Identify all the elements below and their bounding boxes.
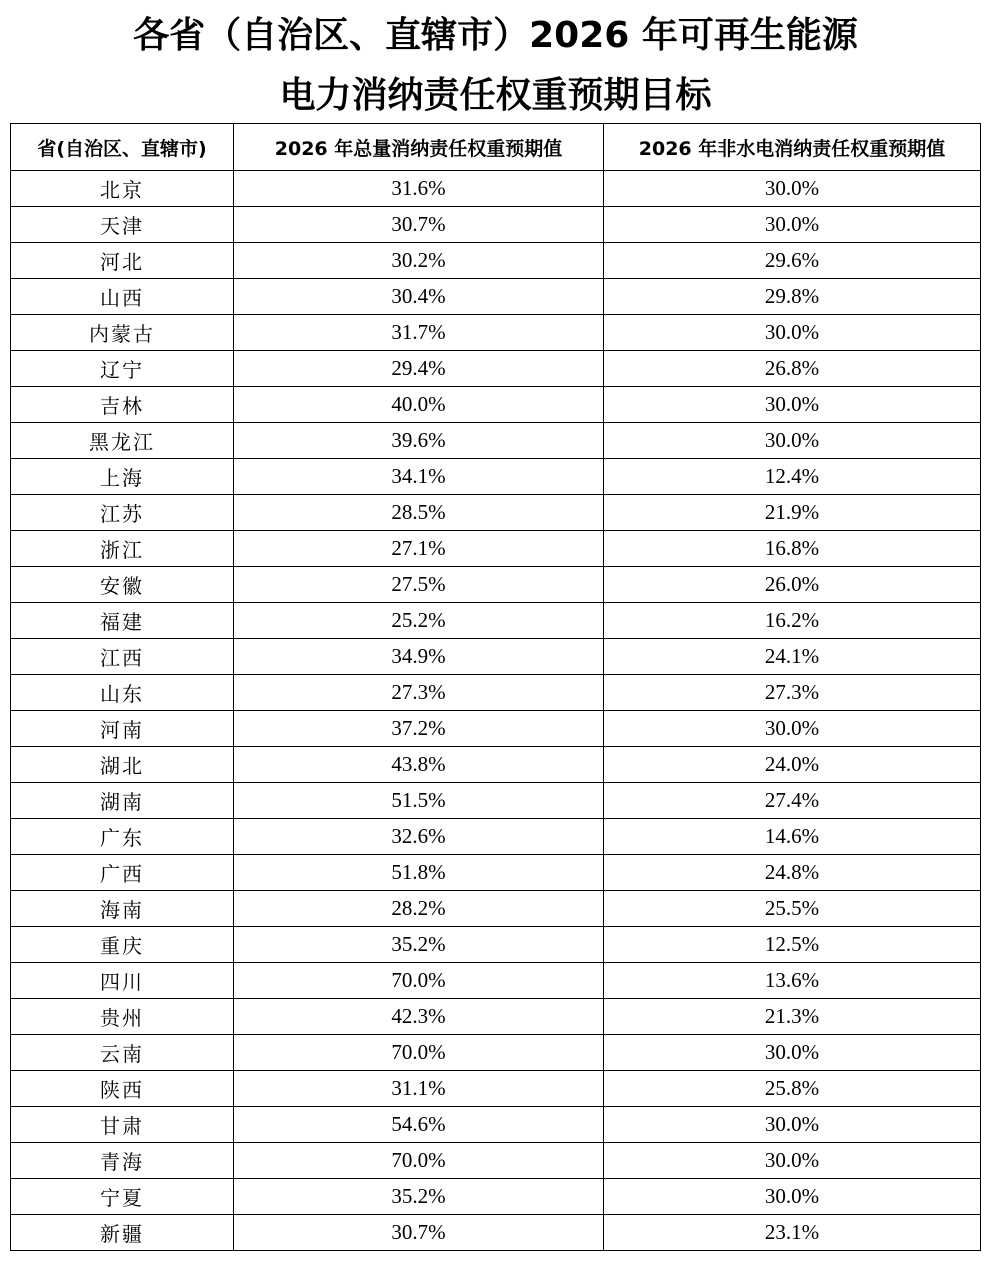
total-weight-cell: 70.0% <box>234 963 604 999</box>
nonhydro-weight-cell: 27.4% <box>604 783 981 819</box>
nonhydro-weight-cell: 25.5% <box>604 891 981 927</box>
nonhydro-weight-cell: 16.2% <box>604 603 981 639</box>
nonhydro-weight-cell: 30.0% <box>604 171 981 207</box>
nonhydro-weight-cell: 23.1% <box>604 1215 981 1251</box>
region-cell: 浙江 <box>11 531 234 567</box>
region-cell: 贵州 <box>11 999 234 1035</box>
table-row <box>11 783 981 819</box>
total-weight-cell: 31.7% <box>234 315 604 351</box>
header-nonhydro-weight: 2026 年非水电消纳责任权重预期值 <box>604 124 981 171</box>
table-row <box>11 1035 981 1071</box>
total-weight-cell: 70.0% <box>234 1035 604 1071</box>
table-row <box>11 315 981 351</box>
nonhydro-weight-cell: 30.0% <box>604 387 981 423</box>
nonhydro-weight-cell: 26.8% <box>604 351 981 387</box>
nonhydro-weight-cell: 27.3% <box>604 675 981 711</box>
header-total-weight: 2026 年总量消纳责任权重预期值 <box>234 124 604 171</box>
table-row <box>11 675 981 711</box>
total-weight-cell: 39.6% <box>234 423 604 459</box>
table-row <box>11 1071 981 1107</box>
nonhydro-weight-cell: 30.0% <box>604 1179 981 1215</box>
table-row <box>11 387 981 423</box>
table-row <box>11 279 981 315</box>
region-cell: 辽宁 <box>11 351 234 387</box>
region-cell: 江西 <box>11 639 234 675</box>
table-row <box>11 963 981 999</box>
total-weight-cell: 35.2% <box>234 1179 604 1215</box>
total-weight-cell: 43.8% <box>234 747 604 783</box>
total-weight-cell: 27.5% <box>234 567 604 603</box>
table-row <box>11 711 981 747</box>
total-weight-cell: 34.1% <box>234 459 604 495</box>
total-weight-cell: 25.2% <box>234 603 604 639</box>
region-cell: 重庆 <box>11 927 234 963</box>
nonhydro-weight-cell: 30.0% <box>604 315 981 351</box>
table-row <box>11 1215 981 1251</box>
region-cell: 福建 <box>11 603 234 639</box>
table-row <box>11 855 981 891</box>
region-cell: 黑龙江 <box>11 423 234 459</box>
region-cell: 云南 <box>11 1035 234 1071</box>
total-weight-cell: 37.2% <box>234 711 604 747</box>
region-cell: 河南 <box>11 711 234 747</box>
table-row <box>11 747 981 783</box>
table-row <box>11 1143 981 1179</box>
table-row <box>11 207 981 243</box>
region-cell: 山东 <box>11 675 234 711</box>
nonhydro-weight-cell: 13.6% <box>604 963 981 999</box>
table-row <box>11 423 981 459</box>
table-row <box>11 495 981 531</box>
region-cell: 广东 <box>11 819 234 855</box>
table-row <box>11 1179 981 1215</box>
table-row <box>11 999 981 1035</box>
nonhydro-weight-cell: 29.6% <box>604 243 981 279</box>
total-weight-cell: 30.4% <box>234 279 604 315</box>
nonhydro-weight-cell: 24.0% <box>604 747 981 783</box>
table-row <box>11 1107 981 1143</box>
total-weight-cell: 42.3% <box>234 999 604 1035</box>
nonhydro-weight-cell: 26.0% <box>604 567 981 603</box>
quota-table <box>10 123 981 1251</box>
total-weight-cell: 35.2% <box>234 927 604 963</box>
table-header-row <box>11 124 981 171</box>
region-cell: 四川 <box>11 963 234 999</box>
table-row <box>11 171 981 207</box>
total-weight-cell: 40.0% <box>234 387 604 423</box>
total-weight-cell: 70.0% <box>234 1143 604 1179</box>
total-weight-cell: 28.5% <box>234 495 604 531</box>
nonhydro-weight-cell: 16.8% <box>604 531 981 567</box>
region-cell: 安徽 <box>11 567 234 603</box>
region-cell: 北京 <box>11 171 234 207</box>
table-row <box>11 819 981 855</box>
total-weight-cell: 30.7% <box>234 207 604 243</box>
region-cell: 天津 <box>11 207 234 243</box>
total-weight-cell: 51.5% <box>234 783 604 819</box>
region-cell: 广西 <box>11 855 234 891</box>
table-row <box>11 531 981 567</box>
total-weight-cell: 30.7% <box>234 1215 604 1251</box>
region-cell: 宁夏 <box>11 1179 234 1215</box>
region-cell: 吉林 <box>11 387 234 423</box>
region-cell: 江苏 <box>11 495 234 531</box>
table-body <box>11 171 981 1251</box>
nonhydro-weight-cell: 21.9% <box>604 495 981 531</box>
nonhydro-weight-cell: 14.6% <box>604 819 981 855</box>
total-weight-cell: 54.6% <box>234 1107 604 1143</box>
nonhydro-weight-cell: 12.4% <box>604 459 981 495</box>
nonhydro-weight-cell: 25.8% <box>604 1071 981 1107</box>
nonhydro-weight-cell: 30.0% <box>604 711 981 747</box>
nonhydro-weight-cell: 30.0% <box>604 1035 981 1071</box>
region-cell: 山西 <box>11 279 234 315</box>
total-weight-cell: 31.1% <box>234 1071 604 1107</box>
region-cell: 青海 <box>11 1143 234 1179</box>
region-cell: 湖南 <box>11 783 234 819</box>
document-title-line-2: 电力消纳责任权重预期目标 <box>279 75 712 116</box>
region-cell: 新疆 <box>11 1215 234 1251</box>
total-weight-cell: 31.6% <box>234 171 604 207</box>
table-row <box>11 459 981 495</box>
nonhydro-weight-cell: 30.0% <box>604 207 981 243</box>
region-cell: 内蒙古 <box>11 315 234 351</box>
nonhydro-weight-cell: 30.0% <box>604 1143 981 1179</box>
document-title-line-1: 各省（自治区、直辖市）2026 年可再生能源 <box>133 15 858 56</box>
table-row <box>11 927 981 963</box>
total-weight-cell: 34.9% <box>234 639 604 675</box>
table-row <box>11 891 981 927</box>
region-cell: 海南 <box>11 891 234 927</box>
region-cell: 河北 <box>11 243 234 279</box>
total-weight-cell: 27.1% <box>234 531 604 567</box>
nonhydro-weight-cell: 12.5% <box>604 927 981 963</box>
region-cell: 上海 <box>11 459 234 495</box>
total-weight-cell: 30.2% <box>234 243 604 279</box>
nonhydro-weight-cell: 24.8% <box>604 855 981 891</box>
total-weight-cell: 29.4% <box>234 351 604 387</box>
table-row <box>11 567 981 603</box>
total-weight-cell: 28.2% <box>234 891 604 927</box>
table-row <box>11 639 981 675</box>
nonhydro-weight-cell: 24.1% <box>604 639 981 675</box>
nonhydro-weight-cell: 30.0% <box>604 1107 981 1143</box>
region-cell: 湖北 <box>11 747 234 783</box>
total-weight-cell: 32.6% <box>234 819 604 855</box>
region-cell: 甘肃 <box>11 1107 234 1143</box>
nonhydro-weight-cell: 30.0% <box>604 423 981 459</box>
table-row <box>11 243 981 279</box>
nonhydro-weight-cell: 29.8% <box>604 279 981 315</box>
nonhydro-weight-cell: 21.3% <box>604 999 981 1035</box>
header-region: 省(自治区、直辖市) <box>11 124 234 171</box>
table-row <box>11 351 981 387</box>
table-row <box>11 603 981 639</box>
total-weight-cell: 27.3% <box>234 675 604 711</box>
region-cell: 陕西 <box>11 1071 234 1107</box>
total-weight-cell: 51.8% <box>234 855 604 891</box>
